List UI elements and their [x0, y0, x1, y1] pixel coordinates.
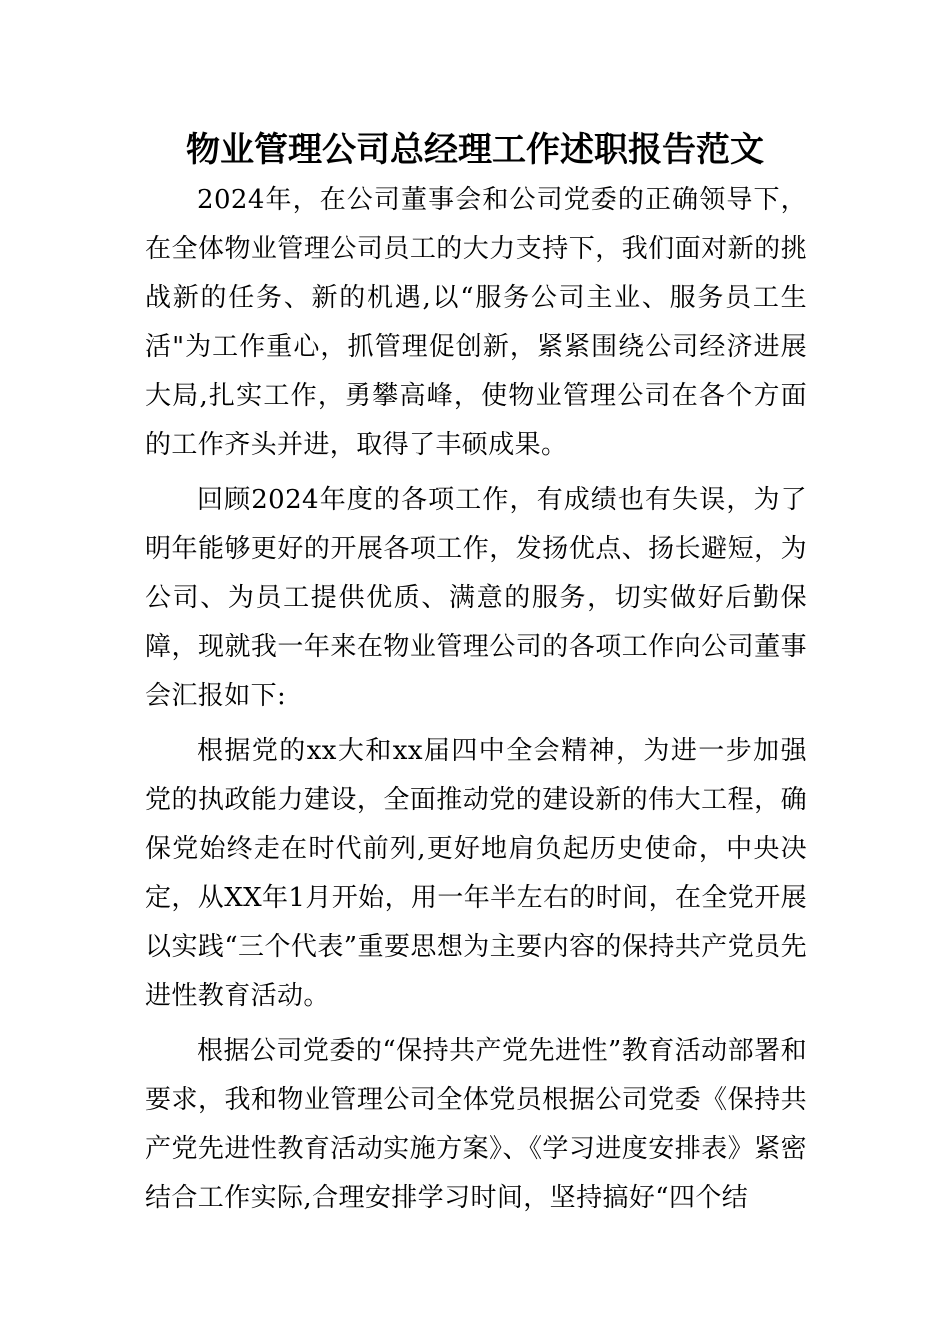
paragraph: 2024年，在公司董事会和公司党委的正确领导下，在全体物业管理公司员工的大力支持下，我们面对新的挑战新的任务、新的机遇,以“服务公司主业、服务员工生活"为工作重心，抓管理促创新，紧紧围绕公司经济进展大局,扎实工作，勇攀高峰，使物业管理公司在各个方面的工作齐头并进，取得了丰硕成果。: [145, 185, 807, 460]
document-title: 物业管理公司总经理工作述职报告范文: [186, 130, 764, 170]
paragraph: 根据公司党委的“保持共产党先进性”教育活动部署和要求，我和物业管理公司全体党员根据公司党委《保持共产党先进性教育活动实施方案》、《学习进度安排表》紧密结合工作实际,合理安排学习时间，坚持搞好“四个结: [145, 1036, 807, 1213]
paragraph: 根据党的xx大和xx届四中全会精神，为进一步加强党的执政能力建设，全面推动党的建设新的伟大工程，确保党始终走在时代前列,更好地肩负起历史使命，中央决定，从XX年1月开始，用一年半左右的时间，在全党开展以实践“三个代表”重要思想为主要内容的保持共产党员先进性教育活动。: [145, 736, 807, 1011]
paragraph: 回顾2024年度的各项工作，有成绩也有失误，为了明年能够更好的开展各项工作，发扬优点、扬长避短，为公司、为员工提供优质、满意的服务，切实做好后勤保障，现就我一年来在物业管理公司的各项工作向公司董事会汇报如下:: [145, 485, 807, 711]
document-body: [145, 176, 807, 1229]
